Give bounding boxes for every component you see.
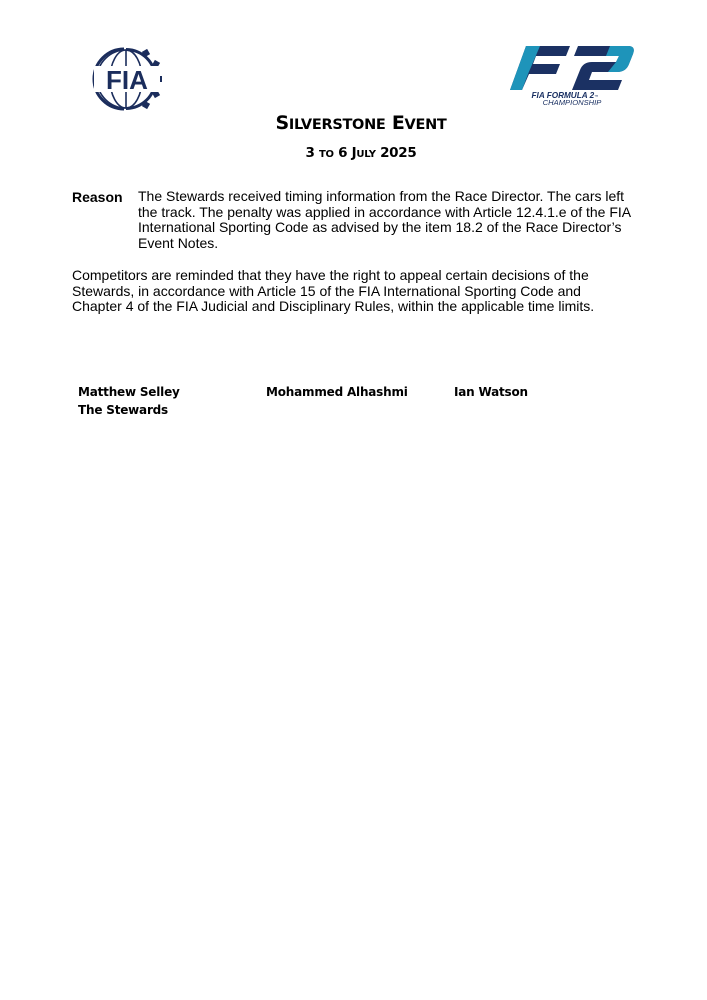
steward-name-1: Matthew Selley [78,385,180,399]
steward-name-2: Mohammed Alhashmi [266,385,408,399]
title-rest-vent: VENT [404,117,447,133]
f2-championship-logo [504,44,636,106]
dates-start: 3 [305,145,315,161]
event-title [0,112,707,134]
dates-to: TO [319,149,334,160]
title-initial-e: E [391,112,405,134]
title-rest-ilverstone: ILVERSTONE [288,117,386,133]
appeal-reminder: Competitors are reminded that they have the right to appeal certain decisions of the Stewards, in accordance with Article 15 of the FIA International Sporting Code and Chapter 4 of the FIA Judicial and Disciplinary Rules, within the applicable time limits. [72,267,595,314]
fia-logo-letters: FIA [106,65,148,95]
event-dates [0,145,707,161]
reason-label: Reason [72,189,123,205]
reason-text: The Stewards received timing information from the Race Director. The cars left the track. The penalty was applied in accordance with Article 12.4.1.e of the FIA International Sporting Code as advised by the item 18.2 of the Race Director’s Event Notes. [138,188,631,251]
f2-logo-caption: FIA FORMULA 2™ CHAMPIONSHIP [531,91,602,106]
steward-name-3: Ian Watson [454,385,528,399]
title-initial-s: S [275,112,289,134]
dates-month-rest: ULY [356,149,376,160]
dates-end: 6 [338,145,348,161]
dates-year: 2025 [380,145,417,161]
fia-logo [80,47,172,111]
dates-month-initial: J [351,145,357,161]
stewards-caption: The Stewards [78,403,168,417]
